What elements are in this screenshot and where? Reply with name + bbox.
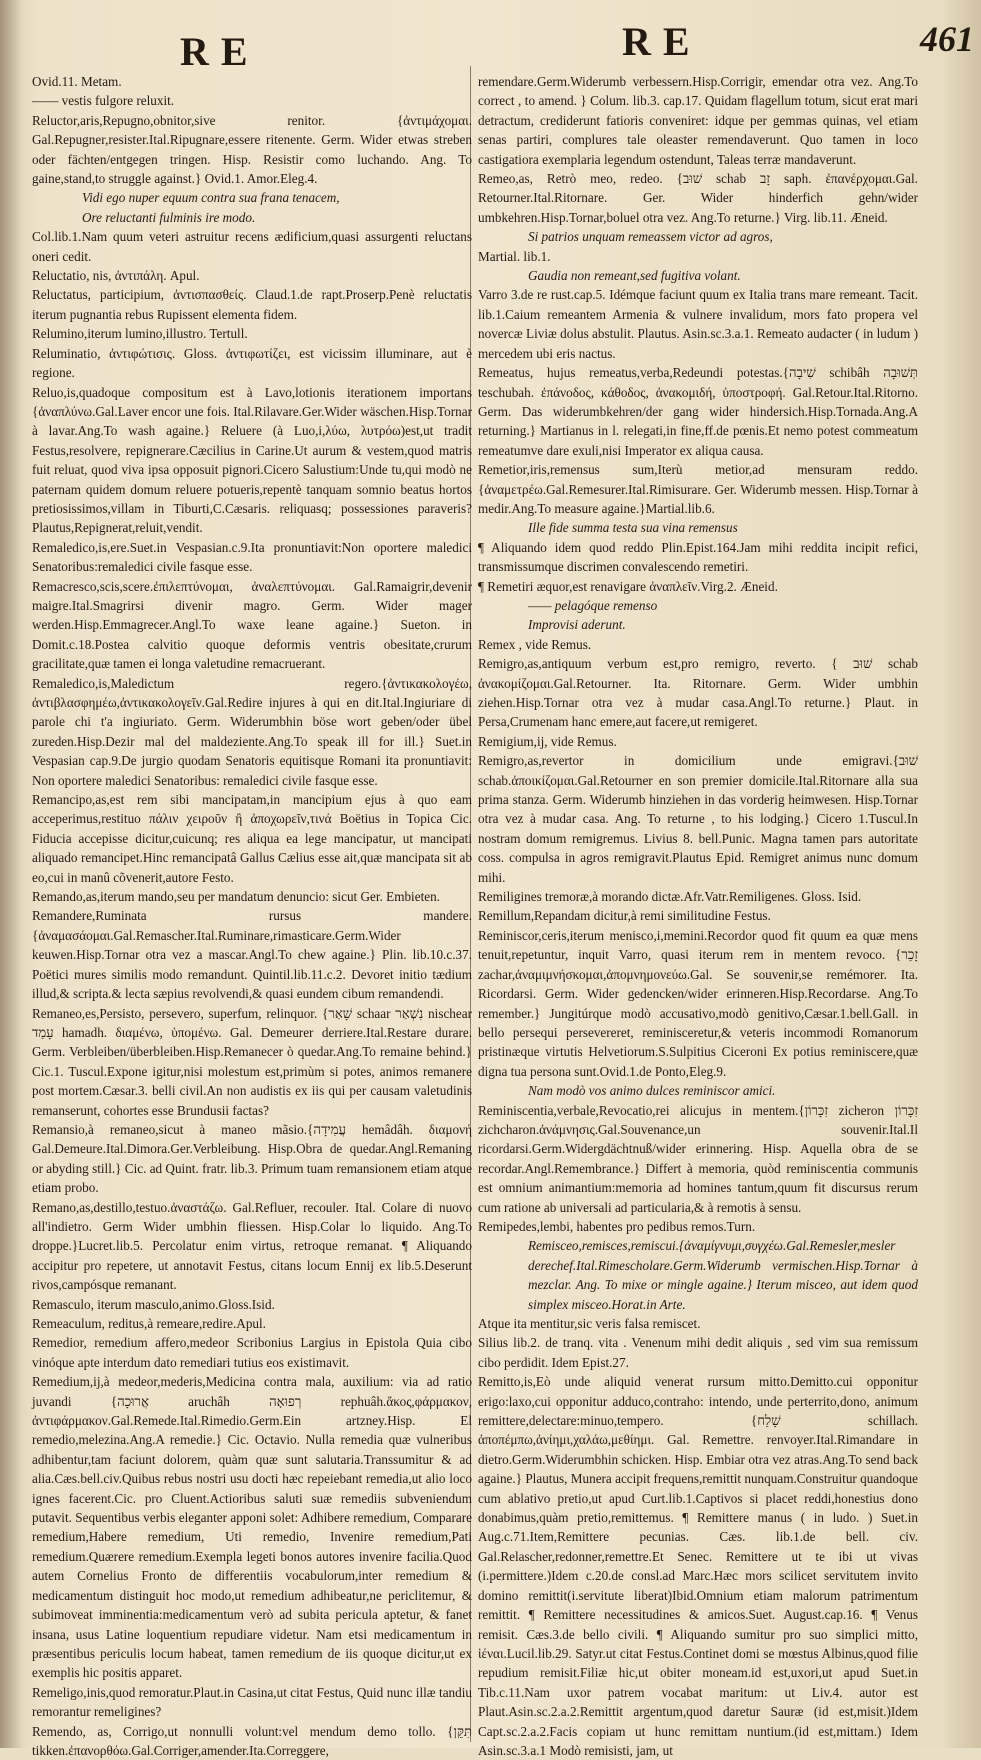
dictionary-entry: Reluo,is,quadoque compositum est à Lavo,lotionis iterationem importans {ἀναπλύνω.Gal.Laver encor une fois. Ital.Rilavare.Ger.Wider wäschen.Hisp.Tornar à lavar.Ang.To wash againe.} Reluere (à Luo,i,λύω, λυτρόω)est,ut tradit Festus,resolvere, repignerare.Cæcilius in Carine.Ut aurum & vestem,quod matris fuit reluat, quod viva ipsa opposuit pignori.Cicero Salustium:Unde tu,qui modò ne paternam quidem domum reluere potueris,repentè tanquam somnio beatus hortos pretiosissimos,villam in Tiburti,C.Cæsaris. reliquasq; possessiones paraveris?Plautus,Repignerat,reluit,vendit. bbox=[32, 384, 472, 536]
dictionary-entry: Remancipo,as,est rem sibi mancipatam,in mancipium ejus à quo eam acceperimus,restituo πάλιν χειροῦν ἢ ἀποχωρεῖν,τινά Boëtius in Topica Cic. Fiducia accepisse dicitur,cuicunq; res aliqua ea lege mancipatur, ut mancipati aliquado remancipet.Hinc remancipatâ Gallus Cælius esse ait,quæ mancipata sit ab eo,cui in manû cõvenerit,autore Festo. bbox=[32, 792, 472, 885]
dictionary-entry: Col.lib.1.Nam quum veteri astruitur recens ædificium,quasi assurgenti reluctans oneri cedit. bbox=[32, 229, 472, 264]
dictionary-entry: Reluctatus, participium, ἀντισπασθείς. Claud.1.de rapt.Proserp.Penè reluctatis iterum pugnantia rebus Rupissent elementa fidem. bbox=[32, 287, 472, 322]
dictionary-entry: remendare.Germ.Widerumb verbessern.Hisp.Corrigir, emendar otra vez. Ang.To correct , to amend. } Colum. lib.3. cap.17. Quidam flagellum totum, sicut erat mari detractum, crediderunt fatioris conveniret: idque per gemmas quinas, vel etiam senas partiri, complures tale oleaster remendaverunt. Quo tamen in loco castigatiora exemplaria legendum ostendunt, Taleas terræ mandaverunt. bbox=[478, 74, 918, 167]
dictionary-entry: Remandere,Ruminata rursus mandere.{ἀναμασάομαι.Gal.Remascher.Ital.Ruminare,rimasticare.Germ.Wider keuwen.Hisp.Tornar otra vez a mascar.Angl.To chew againe.} Plin. lib.10.c.37. Poëtici mures similis modo remandunt. Quintil.lib.11.c.2. Devoret initio tædium illud,& scripta.& lecta sæpius revolvendi,& quasi eundem cibum remandendi. bbox=[32, 908, 472, 1002]
dictionary-entry: Reminiscentia,verbale,Revocatio,rei alicujus in mentem.{זִכָּרוֹן zicheron זִכָּרוֹן zichcharon.ἀνάμνησις.Gal.Souvenance,un souvenir.Ital.Il ricordarsi.Germ.Widergdächtnuß/wider erinnering. Hisp. Aquella obra de se recordar.Angl.Remembrance.} Differt à memoria, quòd reminiscentia communis est omnium animantium:memoria ad homines tantum,quum fit discursus rerum cum ratione ab universali ad particularia,& à remotis à sensu. bbox=[478, 1102, 918, 1215]
verse-quotation: Gaudia non remeant,sed fugitiva volant. bbox=[528, 268, 741, 284]
dictionary-entry: Remigro,as,revertor in domicilium unde emigravi.{שׁוּב schab.ἀποικίζομαι.Gal.Retourner en son premier domicile.Ital.Ritornare alla sua prima stanza. Germ. Widerumb hinziehen in das vorderig heimwesen. Hisp.Tornar otra vez à mudar casa. Ang. To returne , to his lodging.} Cicero 1.Tuscul.In nostram domum remigremus. Livius 8. bell.Punic. Magna tamen pars autoritate coss. compulsa in agros remigravit.Plautus Epid. Remigret animus nunc domum mihi. bbox=[478, 753, 918, 885]
dictionary-entry: ¶ Remetiri æquor,est renavigare ἀναπλεῖν.Virg.2. Æneid. bbox=[478, 578, 778, 594]
dictionary-entry: Remano,as,destillo,testuo.ἀναστάζω. Gal.Refluer, recouler. Ital. Colare di nuovo all'indietro. Germ Wider umbhin fliessen. Hisp.Colar lo liquido. Ang.To droppe.}Lucret.lib.5. Percolatur enim virtus, retroque remanat. ¶ Aliquando accipitur pro repetere, ut annotavit Festus, citans locum Ennij ex lib.5.Deserunt rivos,campósque remanant. bbox=[32, 1199, 472, 1293]
dictionary-entry: Remeatus, hujus remeatus,verba,Redeundi potestas.{שִׁיבָה schibâh תְּשׁוּבָה teschubah. ἐπάνοδος, κάθοδος, ἀνακομιδή, ὑποστροφή. Gal.Retour.Ital.Ritorno. Germ. Das widerumbkehren/der gang wider hindersich.Hisp.Tornada.Ang.A returning.} Martianus in l. relegati,in fine,ff.de pœnis.Et nemo potest commeatum remeatumve dare exuli,nisi Imperator ex aliqua causa. bbox=[478, 365, 918, 458]
verse-quotation: —— pelagóque remenso bbox=[528, 597, 658, 613]
dictionary-entry: Remeaculum, reditus,à remeare,redire.Apul. bbox=[32, 1316, 266, 1331]
dictionary-entry: ¶ Aliquando idem quod reddo Plin.Epist.164.Jam mihi reddita incipit refici, transmissumque discrimen convalescendo remetiri. bbox=[478, 539, 918, 575]
dictionary-entry: Remaledico,is,Maledictum regero.{ἀντικακολογέω, ἀντιβλασφημέω,ἀντικακολογεῖν.Gal.Redire injures à qui en dit.Ital.Ingiuriare di parole chi t'a ingiuriato. Germ. Widerumbhin böse wort geben/oder übel zureden.Hisp.Dezir mal del maldeziente.Ang.To speak ill for ill.} Suet.in Vespasian cap.9.De jurgio quodam Senatoris equitisque Romani ita pronuntiavit: Non oportere maledici Senatoribus: remaledici civile fasque esse. bbox=[32, 675, 472, 788]
dictionary-entry: Varro 3.de re rust.cap.5. Idémque faciunt quum ex Italia trans mare remeant. Tacit. lib.1.Caium remeantem Armenia & vulnere invalidum, mors fato propera vel novercæ Liviæ dolus abstulit. Plautus. Asin.sc.3.a.1. Remeato audacter ( in ludum ) mercedem ubi eris nactus. bbox=[478, 287, 918, 361]
dictionary-entry: Remasculo, iterum masculo,animo.Gloss.Isid. bbox=[32, 1296, 275, 1312]
verse-quotation: Improvisi aderunt. bbox=[528, 617, 626, 633]
dictionary-entry: Reluctatio, nis, ἀντιπάλη. Apul. bbox=[32, 268, 200, 284]
dictionary-entry: Remillum,Repandam dicitur,à remi similitudine Festus. bbox=[478, 908, 771, 924]
dictionary-entry: Atque ita mentitur,sic veris falsa remiscet. bbox=[478, 1316, 701, 1331]
verse-quotation: Ille fide summa testa sua vina remensus bbox=[528, 520, 738, 536]
dictionary-entry: Remipedes,lembi, habentes pro pedibus remos.Turn. bbox=[478, 1218, 756, 1234]
verse-quotation: Remisceo,remisces,remiscui.{ἀναμίγνυμι,συγχέω.Gal.Remesler,mesler derechef.Ital.Rimescholare.Germ.Widerumb vermischen.Hisp.Tornar à mezclar. Ang. To mixe or mingle againe.} Iterum misceo, aut idem quod simplex misceo.Horat.in Arte. bbox=[528, 1238, 918, 1312]
dictionary-entry: Remeo,as, Retrò meo, redeo. {שׁוּב schab זָב saph. ἐπανέρχομαι.Gal. Retourner.Ital.Ritornare. Ger. Wider hinderfich gehn/wider umbkehren.Hisp.Tornar,boluel otra vez. Ang.To returne.} Virg. lib.11. Æneid. bbox=[478, 171, 918, 225]
dictionary-entry: Remedior, remedium affero,medeor Scribonius Largius in Epistola Quia cibo vinóque apte interdum dato remediari tutius eos existimavit. bbox=[32, 1335, 472, 1370]
dictionary-entry: Remetior,iris,remensus sum,Iterù metior,ad mensuram reddo. {ἀναμετρέω.Gal.Remesurer.Ital.Rimisurare. Ger. Widerumb messen. Hisp.Tornar à medir.Ang.To measure againe.}Martial.lib.6. bbox=[478, 462, 918, 516]
dictionary-entry: Remaledico,is,ere.Suet.in Vespasian.c.9.Ita pronuntiavit:Non oportere maledici Senatoribus:remaledici civile fasque esse. bbox=[32, 539, 472, 575]
verse-quotation: Nam modò vos animo dulces reminiscor amici. bbox=[528, 1083, 776, 1099]
verse-quotation: Si patrios unquam remeassem victor ad agros, bbox=[528, 229, 773, 245]
dictionary-entry: Reluctor,aris,Repugno,obnitor,sive renitor. {ἀντιμάχομαι. Gal.Repugner,resister.Ital.Ripugnare,essere ritenente. Germ. Wider etwas streben oder fächten/entgegen tringen. Hisp. Resistir como luchando. Ang. To gaine,stand,to struggle against.} Ovid.1. Amor.Eleg.4. bbox=[32, 112, 472, 187]
dictionary-entry: Reminiscor,ceris,iterum menisco,i,memini.Recordor quod fit quum ea quæ mens tenuit,repetuntur, inquit Varro, quasi iterum rem in mentem revoco. {זָכַר zachar,ἀναμιμνήσκομαι,ἀπομνημονεύω.Gal. Se souvenir,se remémorer. Ita. Ricordarsi. Germ. Wider gedencken/wider erinneren.Hisp.Recordarse. Ang.To remember.} Jungitúrque modò accusativo,modò genitivo,Cæsar.1.bell.Gall. in bello persequi persevereret, reminisceretur,& veteris incommodi Romanorum pristinæque virtutis Helvetiorum.S.Sulpitius Ciceroni Ex potius reminiscere,quæ digna tua persona sunt.Ovid.1.de Ponto,Eleg.9. bbox=[478, 927, 918, 1079]
binding-gutter-shadow bbox=[0, 0, 22, 1748]
right-column bbox=[478, 72, 919, 1758]
dictionary-entry: Remigium,ij, vide Remus. bbox=[478, 733, 617, 749]
right-running-head: RE bbox=[622, 19, 702, 64]
dictionary-entry: Relumino,iterum lumino,illustro. Tertull. bbox=[32, 326, 248, 342]
left-running-head: RE bbox=[180, 29, 260, 74]
running-header bbox=[0, 0, 981, 74]
dictionary-entry: Remendo, as, Corrigo,ut nonnulli volunt:vel mendum demo tollo. {תִּקֵּן tikken.ἐπανορθόω.Gal.Corriger,amender.Ita.Correggere, bbox=[32, 1723, 472, 1758]
verse-quotation: Ore reluctanti fulminis ire modo. bbox=[82, 209, 256, 225]
dictionary-entry: Remitto,is,Eò unde aliquid venerat rursum mitto.Demitto.cui opponitur erigo:laxo,cui opponitur adduco,contraho: intendo, unde perterrito,dono, animum remittere,delectare:minuo,tempero. {שָׁלַח schillach. ἀποπέμπω,ἀνίημι,χαλάω,μεθίημι. Gal. Remettre. renvoyer.Ital.Rimandare in dietro.Germ.Widerumbhin schicken. Hisp. Embiar otra vez atras.Ang.To send back againe.} Plautus, Munera accipit frequens,remittit nunquam.Construitur quandoque cum ablativo pretio,ut apud Curt.lib.1.Captivos si placet reddi,honestius dono donabimus,quàm pretio,remittemus. ¶ Remittere manus ( in ludo. ) Suet.in Aug.c.71.Item,Remittere pecunias. Cæs. lib.1.de bell. civ. Gal.Relascher,redonner,remettre.Et Senec. Remittere ut te ibi ut vivas (i.permittere.)Idem c.20.de consl.ad Marc.Hæc mors scilicet servitutem invito domino remittit(i.servitute liberat)Ibid.Omnium etiam malorum patrimentum remittit. ¶ Remittere necessitudines & amicos.Suet. August.cap.16. ¶ Venus remisit. Cæs.3.de bello civili. ¶ Aliquando sumitur pro suo simplici mitto, ἱέναι.Lucil.lib.29. Satyr.ut citat Festus.Continet domi se mœstus Albinus,quod filie repudium remisit.Filiæ hic,ut obiter moneam.id est,uxori,ut apud Suet.in Tib.c.11.Nam uxor patrem vocabat maritum: ut Liv.4. autor est Plaut.Asin.sc.2.a.2.Remittit argentum,quod daretur Sauræ (id est,misit.)Idem Capt.sc.2.a.2.Facis copiam ut hunc remittam nuntium.(id est,mittam.) Idem Asin.sc.3.a.1 Modò remisisti, jam, ut bbox=[478, 1374, 919, 1758]
dictionary-entry: Remiligines tremoræ,à morando dictæ.Afr.Vatr.Remiligenes. Gloss. Isid. bbox=[478, 889, 862, 905]
dictionary-entry: Remacresco,scis,scere.ἐπιλεπτύνομαι, ἀναλεπτύνομαι. Gal.Ramaigrir,devenir maigre.Ital.Smagrirsi divenir magro. Germ. Wider mager werden.Hisp.Emmagrecer.Angl.To waxe leane againe.} Sueton. in Domit.c.18.Postea calvitio quoque deformis ventris obesitate,crurum gracilitate,quæ tamen ei longa valetudine remacruerant. bbox=[32, 578, 472, 672]
dictionary-entry: Ovid.11. Metam. bbox=[32, 74, 122, 89]
dictionary-entry: —— vestis fulgore reluxit. bbox=[32, 93, 175, 109]
dictionary-entry: Remex , vide Remus. bbox=[478, 636, 592, 652]
verse-quotation: Vidi ego nuper equum contra sua frana tenacem, bbox=[82, 190, 340, 206]
dictionary-entry: Remigro,as,antiquum verbum est,pro remigro, reverto. { שׁוּב schab ἀνακομίζομαι.Gal.Retourner. Ita. Ritornare. Germ. Wider umbhin ziehen.Hisp.Tornar otra vez à mudar casa.Angl.To returne.} Plaut. in Persa,Crumenam hanc emere,aut facere,ut remigeret. bbox=[478, 656, 918, 730]
dictionary-entry: Remedium,ij,à medeor,mederis,Medicina contra mala, auxilium: via ad ratio juvandi {אֲרוּכָה aruchâh רְפוּאָה rephuâh.ἄκος,φάρμακον, ἀντιφάρμακον.Gal.Remede.Ital.Rimedio.Germ.Ein artzney.Hisp. El remedio,melezina.Ang.A remedie.} Cic. Octavio. Nulla remedia quæ vulneribus adhibentur,tam faciunt dolorem, quàm quæ sunt salutaria.Transsumitur & ad alia.Cæs.bell.civ.Quibus rebus nostri usu docti hæc repeiebant remedia,ut alio loco ignes facerent.Cic. pro Cluent.Actioribus saluti suæ remediis subveniendum putavit. Sequentibus verbis eleganter apponi solet: Adhibere remedium, Comparare remedium,Habere remedium, Uti remedio, Invenire remedium,Pati remedium.Quærere remedium.Exempla legeti bonos autores invenire facilia.Quod autem Cornelius Fronto de differentiis vocabulorum,inter remedium & medicamentum distinguit hoc modo,ut remedium adhibeatur,ne periclitemur, & subimoveat imminentia:medicamentum verò ad subita pericula aptetur, & fanet insana, usus Latine loquentium repudiare videtur. Nam etsi medicamentum in præsentibus periculis locum habeat, tamen remedium de iis quoque dicitur,ut ex exemplis hic positis apparet. bbox=[32, 1374, 472, 1681]
dictionary-entry: Martial. lib.1. bbox=[478, 248, 551, 264]
dictionary-entry: Reluminatio, ἀντιφώτισις. Gloss. ἀντιφωτίζει, est vicissim illuminare, aut è regione. bbox=[32, 345, 472, 381]
left-column bbox=[32, 72, 472, 1758]
dictionary-entry: Remando,as,iterum mando,seu per mandatum denuncio: sicut Ger. Embieten. bbox=[32, 889, 440, 905]
dictionary-entry: Remansio,à remaneo,sicut à maneo mãsio.{עֲמִידָה hemâdâh. διαμονή Gal.Demeure.Ital.Dimora.Ger.Verbleibung. Hisp.Obra de quedar.Angl.Remaning or abyding still.} Cic. ad Quint. fratr. lib.3. Primum tuam remansionem etiam atque etiam probo. bbox=[32, 1121, 472, 1196]
dictionary-entry: Remeligo,inis,quod remoratur.Plaut.in Casina,ut citat Festus, Quid nunc illæ tandiu remorantur remeligines? bbox=[32, 1684, 472, 1720]
dictionary-entry: Remaneo,es,Persisto, persevero, superfum, relinquor. {שָׁאַר schaar נִשְׁאַר nischear עָמַד hamadh. διαμένω, ὑπομένω. Gal. Demeurer derriere.Ital.Restare durare. Germ. Verbleiben/überbleiben.Hisp.Remanecer ò quedar.Ang.To remaine behind.} Cic.1. Tuscul.Expone igitur,nisi molestum est,primùm si potes, animos remanere post mortem.Cæsar.3. belli civil.An non audistis ex iis qui per causam valetudinis remanserunt, cohortes esse Brundusii factas? bbox=[32, 1005, 472, 1118]
page-number: 461 bbox=[920, 19, 974, 59]
dictionary-entry: Silius lib.2. de tranq. vita . Venenum mihi dedit aliquis , sed vim sua remissum cibo perdidit. Idem Epist.27. bbox=[478, 1335, 918, 1370]
